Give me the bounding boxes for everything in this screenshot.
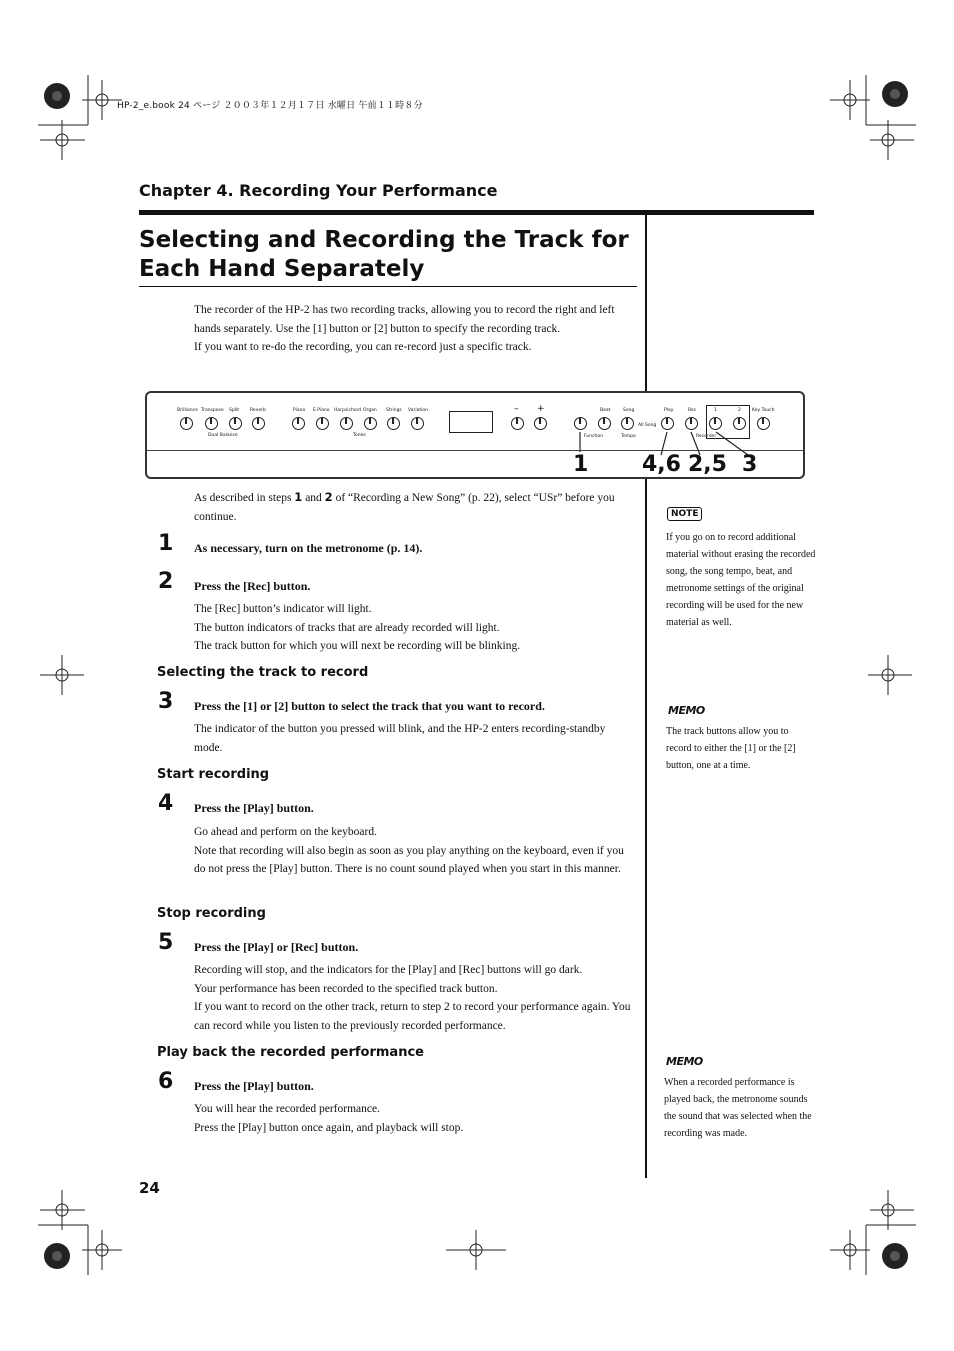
panel-label: Split xyxy=(229,408,239,413)
panel-label: Reverb xyxy=(250,408,266,413)
note-badge: NOTE xyxy=(667,507,702,521)
panel-label: Organ xyxy=(363,408,377,413)
text-fragment: and xyxy=(302,492,325,504)
sub-heading: Play back the recorded performance xyxy=(157,1045,424,1060)
panel-step-marker: 4,6 xyxy=(642,452,681,477)
panel-label: 1 xyxy=(714,408,717,413)
sub-heading: Selecting the track to record xyxy=(157,665,369,680)
step-body xyxy=(194,823,634,879)
steps-intro xyxy=(194,488,634,526)
sub-heading: Start recording xyxy=(157,767,270,782)
body-line: The [Rec] button’s indicator will light. xyxy=(194,603,372,615)
panel-label: Beat xyxy=(600,408,611,413)
body-line: Recording will stop, and the indicators for the [Play] and [Rec] buttons will go dark. xyxy=(194,964,583,976)
step-body: The indicator of the button you pressed will blink, and the HP-2 enters recording-standby mode. xyxy=(194,723,606,754)
panel-label: + xyxy=(537,404,545,414)
body-line: The button indicators of tracks that are already recorded will light. xyxy=(194,621,500,634)
intro-paragraph: If you want to re-do the recording, you can re-record just a specific track. xyxy=(194,341,532,353)
step-number: 5 xyxy=(158,930,174,955)
step-number: 1 xyxy=(158,531,174,556)
body-line: Your performance has been recorded to the specified track button. xyxy=(194,982,498,995)
panel-label: Play xyxy=(664,408,674,413)
body-line: The track button for which you will next be recording will be blinking. xyxy=(194,640,521,652)
panel-group-label: All Song xyxy=(638,423,657,428)
panel-label: Brilliance xyxy=(177,408,198,413)
step-instruction: Press the [Rec] button. xyxy=(194,579,311,593)
panel-label: E.Piano xyxy=(313,408,330,413)
panel-group-label: Recorder xyxy=(696,434,717,439)
memo-text: The track buttons allow you to record to either the [1] or the [2] button, one at a time. xyxy=(666,726,796,771)
panel-label: Strings xyxy=(386,408,402,413)
intro-paragraph: The recorder of the HP-2 has two recording tracks, allowing you to record the right and left hands separately. Use the [1] button or [2] button to specify the recording track. xyxy=(194,304,615,335)
step-instruction: Press the [Play] button. xyxy=(194,801,314,815)
step-body xyxy=(194,600,634,656)
step-number: 6 xyxy=(158,1069,174,1094)
step-number: 4 xyxy=(158,791,174,816)
chapter-title: Chapter 4. Recording Your Performance xyxy=(139,181,498,200)
panel-label: Harpsichord xyxy=(334,408,362,413)
panel-step-marker: 2,5 xyxy=(688,452,727,477)
step-instruction: Press the [1] or [2] button to select the track that you want to record. xyxy=(194,699,545,713)
print-stamp: HP-2_e.book 24 ページ ２００３年１２月１７日 水曜日 午前１１時８分 xyxy=(117,101,423,111)
panel-label: Variation xyxy=(408,408,428,413)
step-body xyxy=(194,1100,634,1137)
sub-heading: Stop recording xyxy=(157,906,266,921)
step-instruction: Press the [Play] button. xyxy=(194,1079,314,1093)
panel-label: Rec xyxy=(688,408,697,413)
body-line: If you want to record on the other track, return to step 2 to record your performance again. You can record while you listen to the previously recorded performance. xyxy=(194,1001,631,1032)
panel-group-label: Function xyxy=(584,434,604,439)
panel-label: Transpose xyxy=(201,408,224,413)
panel-label: Key Touch xyxy=(752,408,775,413)
text-fragment: As described in steps xyxy=(194,492,295,504)
text-fragment: of “Recording a New Song” (p. 22), select “USr” before you continue. xyxy=(194,492,615,523)
panel-group-label: Tones xyxy=(353,433,366,438)
panel-label: Song xyxy=(623,408,635,413)
body-line: Press the [Play] button once again, and playback will stop. xyxy=(194,1121,464,1134)
body-line: Go ahead and perform on the keyboard. xyxy=(194,826,377,838)
memo-badge-icon: MEMO xyxy=(668,704,705,717)
step-instruction: As necessary, turn on the metronome (p. 14). xyxy=(194,541,423,555)
step-body xyxy=(194,961,634,1035)
panel-step-marker: 1 xyxy=(573,452,589,477)
panel-label: Piano xyxy=(293,408,306,413)
panel-group-label: Tempo xyxy=(621,434,636,439)
body-line: You will hear the recorded performance. xyxy=(194,1103,380,1115)
step-number: 2 xyxy=(158,569,174,594)
step-ref: 2 xyxy=(324,490,333,504)
panel-step-marker: 3 xyxy=(742,452,758,477)
step-ref: 1 xyxy=(294,490,303,504)
panel-group-label: Dual Balance xyxy=(208,433,238,438)
memo-text: When a recorded performance is played back, the metronome sounds the sound that was selected when the recording was made. xyxy=(664,1077,812,1139)
body-line: Note that recording will also begin as soon as you play anything on the keyboard, even if you do not press the [Play] button. There is no count sound played when you start in this manner. xyxy=(194,844,624,875)
step-number: 3 xyxy=(158,689,174,714)
side-note-text: If you go on to record additional material without erasing the recorded song, the song tempo, beat, and metronome settings of the original recording will be used for the new material as well. xyxy=(666,532,816,628)
step-instruction: Press the [Play] or [Rec] button. xyxy=(194,940,359,954)
panel-label: 2 xyxy=(738,408,741,413)
memo-badge-icon: MEMO xyxy=(666,1055,703,1068)
panel-label: – xyxy=(514,404,519,414)
section-title: Selecting and Recording the Track for Each Hand Separately xyxy=(139,227,629,282)
page-number: 24 xyxy=(139,1179,160,1197)
